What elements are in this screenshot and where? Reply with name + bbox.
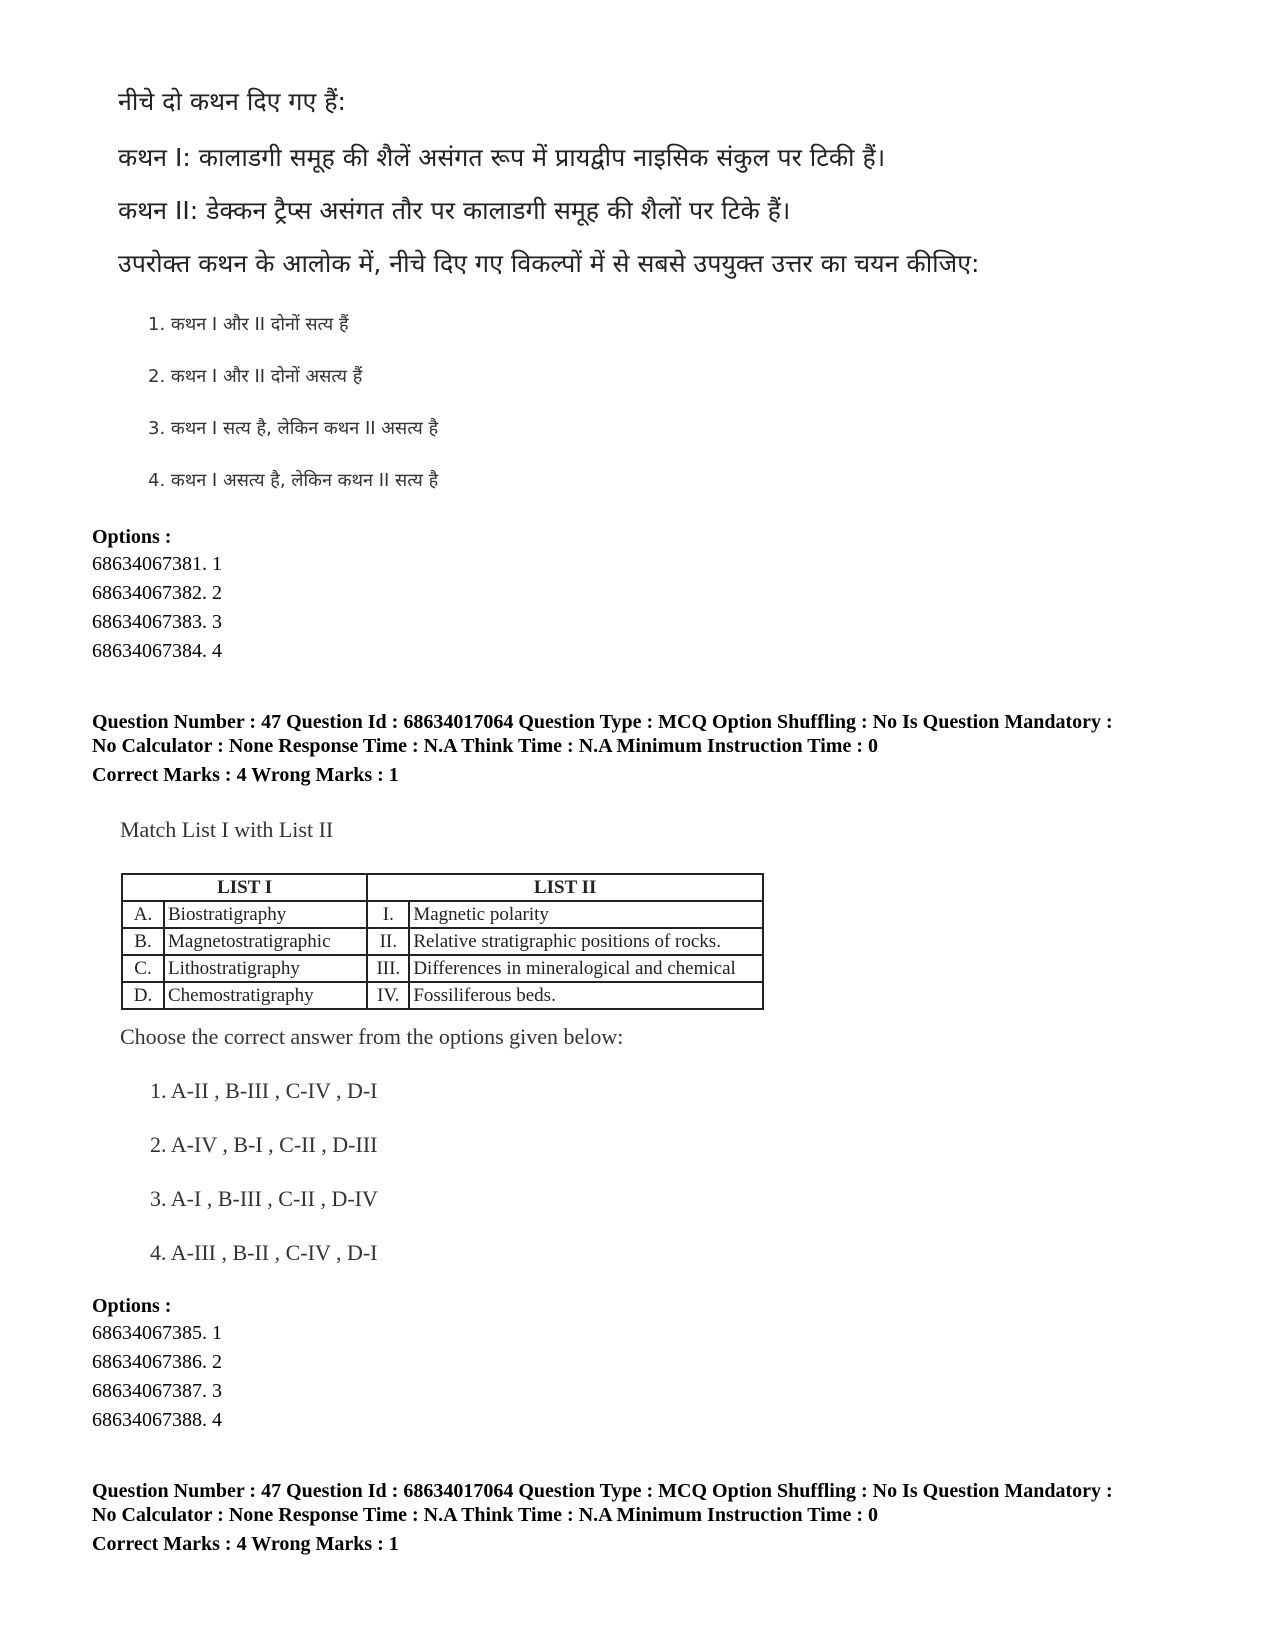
question-instruction: Choose the correct answer from the options given below: xyxy=(120,1024,624,1049)
option-id-3: 68634067383. 3 xyxy=(92,611,222,633)
table-head-list-2: LIST II xyxy=(367,874,763,901)
row-roman: III. xyxy=(367,955,409,982)
table-row xyxy=(122,928,763,955)
hindi-choice-2: 2. कथन I और II दोनों असत्य हैं xyxy=(148,366,363,387)
option-id-2: 68634067382. 2 xyxy=(92,582,222,604)
list-1-item: Lithostratigraphy xyxy=(164,955,367,982)
options-label: Options : xyxy=(92,526,172,548)
hindi-statement-1: कथन I: कालाडगी समूह की शैलें असंगत रूप में प्रायद्वीप नाइसिक संकुल पर टिकी हैं। xyxy=(118,143,886,172)
choice-2: 2. A-IV , B-I , C-II , D-III xyxy=(150,1132,378,1157)
question-marks: Correct Marks : 4 Wrong Marks : 1 xyxy=(92,764,399,786)
table-row xyxy=(122,982,763,1009)
table-head-list-1: LIST I xyxy=(122,874,367,901)
choice-3: 3. A-I , B-III , C-II , D-IV xyxy=(150,1186,378,1211)
hindi-choice-3: 3. कथन I सत्य है, लेकिन कथन II असत्य है xyxy=(148,418,439,439)
list-2-item: Magnetic polarity xyxy=(409,901,763,928)
choice-1: 1. A-II , B-III , C-IV , D-I xyxy=(150,1078,378,1103)
list-1-item: Chemostratigraphy xyxy=(164,982,367,1009)
match-table xyxy=(121,873,764,1010)
row-key: B. xyxy=(122,928,164,955)
list-1-item: Magnetostratigraphic xyxy=(164,928,367,955)
row-roman: II. xyxy=(367,928,409,955)
row-roman: I. xyxy=(367,901,409,928)
question-title: Match List I with List II xyxy=(120,817,334,842)
next-question-meta-line-2: No Calculator : None Response Time : N.A Think Time : N.A Minimum Instruction Time : 0 xyxy=(92,1504,878,1526)
option-id-5: 68634067385. 1 xyxy=(92,1322,222,1344)
hindi-statement-2: कथन II: डेक्कन ट्रैप्स असंगत तौर पर कालाडगी समूह की शैलों पर टिके हैं। xyxy=(118,196,791,225)
option-id-1: 68634067381. 1 xyxy=(92,553,222,575)
list-1-item: Biostratigraphy xyxy=(164,901,367,928)
choice-4: 4. A-III , B-II , C-IV , D-I xyxy=(150,1240,378,1265)
hindi-intro: नीचे दो कथन दिए गए हैं: xyxy=(118,87,346,116)
next-question-meta-line-1: Question Number : 47 Question Id : 68634017064 Question Type : MCQ Option Shuffling : No Is Question Mandatory : xyxy=(92,1480,1113,1502)
hindi-choice-1: 1. कथन I और II दोनों सत्य हैं xyxy=(148,314,349,335)
row-key: D. xyxy=(122,982,164,1009)
list-2-item: Fossiliferous beds. xyxy=(409,982,763,1009)
table-row xyxy=(122,901,763,928)
option-id-8: 68634067388. 4 xyxy=(92,1409,222,1431)
option-id-7: 68634067387. 3 xyxy=(92,1380,222,1402)
option-id-6: 68634067386. 2 xyxy=(92,1351,222,1373)
row-key: C. xyxy=(122,955,164,982)
option-id-4: 68634067384. 4 xyxy=(92,640,222,662)
list-2-item: Differences in mineralogical and chemical xyxy=(409,955,763,982)
row-key: A. xyxy=(122,901,164,928)
row-roman: IV. xyxy=(367,982,409,1009)
table-row xyxy=(122,955,763,982)
options-label-47: Options : xyxy=(92,1295,172,1317)
hindi-choice-4: 4. कथन I असत्य है, लेकिन कथन II सत्य है xyxy=(148,470,439,491)
next-question-marks: Correct Marks : 4 Wrong Marks : 1 xyxy=(92,1533,399,1555)
table-header-row xyxy=(122,874,763,901)
list-2-item: Relative stratigraphic positions of rocks. xyxy=(409,928,763,955)
hindi-instruction: उपरोक्त कथन के आलोक में, नीचे दिए गए विकल्पों में से सबसे उपयुक्त उत्तर का चयन कीजिए: xyxy=(118,249,980,278)
question-meta-line-2: No Calculator : None Response Time : N.A Think Time : N.A Minimum Instruction Time : 0 xyxy=(92,735,878,757)
question-meta-line-1: Question Number : 47 Question Id : 68634017064 Question Type : MCQ Option Shuffling : No Is Question Mandatory : xyxy=(92,711,1113,733)
